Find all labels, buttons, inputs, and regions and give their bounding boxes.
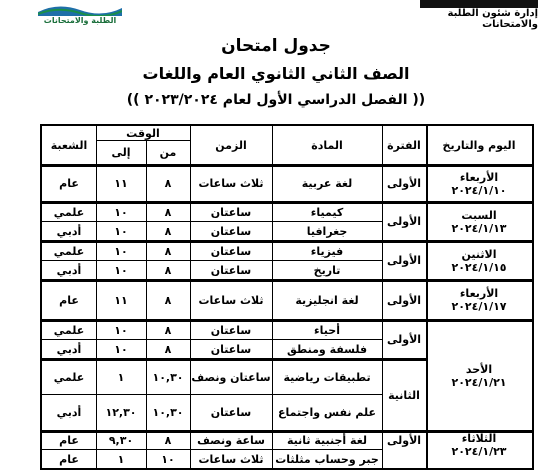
from-cell: ٨ bbox=[164, 263, 172, 277]
subject-cell: تاريخ bbox=[313, 263, 341, 277]
day-cell: الثلاثاء ٢٠٢٤/١/٢٣ bbox=[451, 432, 507, 458]
to-cell: ١٠ bbox=[114, 342, 128, 356]
duration-cell: ساعتان bbox=[210, 205, 252, 219]
duration-cell: ساعتان bbox=[210, 406, 252, 419]
from-cell: ١٠ bbox=[161, 452, 175, 466]
from-cell: ٨ bbox=[164, 205, 172, 219]
period-cell: الأولى bbox=[386, 293, 422, 307]
to-cell: ١٠ bbox=[114, 244, 128, 258]
header-from: من bbox=[159, 145, 177, 159]
from-cell: ٨ bbox=[164, 323, 172, 337]
to-cell: ١٠ bbox=[114, 205, 128, 219]
division-cell: أدبي bbox=[56, 406, 82, 419]
from-cell: ٨ bbox=[164, 177, 172, 190]
subject-cell: جغرافيا bbox=[306, 224, 348, 238]
from-cell: ٨ bbox=[164, 434, 172, 447]
subject-cell: فلسفة ومنطق bbox=[286, 342, 368, 356]
division-cell: عام bbox=[59, 293, 79, 307]
logo-text: الطلبة والامتحانات bbox=[43, 16, 117, 25]
division-cell: أدبي bbox=[56, 342, 82, 356]
to-cell: ١١ bbox=[114, 293, 128, 307]
division-cell: أدبي bbox=[56, 263, 82, 277]
subject-cell: كيمياء bbox=[310, 205, 344, 219]
period-cell: الأولى bbox=[386, 254, 422, 267]
division-cell: علمي bbox=[53, 244, 85, 258]
from-cell: ٨ bbox=[164, 293, 172, 307]
header-division: الشعبة bbox=[50, 138, 88, 152]
header-duration: الزمن bbox=[215, 138, 247, 152]
period-cell: الأولى bbox=[386, 215, 422, 228]
header-to: إلى bbox=[111, 145, 131, 159]
duration-cell: ساعتان bbox=[210, 342, 252, 356]
to-cell: ١ bbox=[117, 371, 125, 384]
duration-cell: ساعتان bbox=[210, 224, 252, 238]
header-day-date: اليوم والتاريخ bbox=[442, 138, 516, 152]
duration-cell: ساعتان bbox=[210, 244, 252, 258]
to-cell: ٩,٣٠ bbox=[108, 434, 134, 447]
grade-title: الصف الثاني الثانوي العام واللغات bbox=[142, 64, 410, 83]
from-cell: ٨ bbox=[164, 244, 172, 258]
division-cell: علمي bbox=[53, 323, 85, 337]
duration-cell: ساعتان bbox=[210, 263, 252, 277]
duration-cell: ثلاث ساعات bbox=[198, 293, 264, 307]
from-cell: ١٠,٣٠ bbox=[152, 371, 184, 384]
subject-cell: لغة عربية bbox=[301, 177, 353, 190]
duration-cell: ثلاث ساعات bbox=[198, 452, 264, 466]
redacted-bar bbox=[420, 0, 538, 8]
subject-cell: أحياء bbox=[314, 323, 340, 337]
subject-cell: علم نفس واجتماع bbox=[278, 406, 376, 419]
department-label bbox=[418, 0, 538, 28]
logo-wave-icon bbox=[38, 2, 122, 16]
to-cell: ١ bbox=[117, 452, 125, 466]
division-cell: علمي bbox=[53, 205, 85, 219]
exam-table bbox=[40, 124, 534, 470]
logo bbox=[36, 0, 124, 32]
period-cell: الأولى bbox=[386, 434, 422, 447]
to-cell: ١٢,٣٠ bbox=[105, 406, 137, 419]
from-cell: ١٠,٣٠ bbox=[152, 406, 184, 419]
division-cell: عام bbox=[59, 177, 79, 190]
subject-cell: جبر وحساب مثلثات bbox=[275, 452, 379, 466]
duration-cell: ساعتان ونصف bbox=[191, 371, 271, 384]
day-cell: الاثنين ٢٠٢٤/١/١٥ bbox=[451, 247, 507, 274]
header-time: الوقت bbox=[126, 126, 160, 140]
to-cell: ١٠ bbox=[114, 224, 128, 238]
day-cell: الأربعاء ٢٠٢٤/١/١٠ bbox=[451, 170, 507, 197]
document-header bbox=[0, 0, 552, 120]
day-cell: الأربعاء ٢٠٢٤/١/١٧ bbox=[451, 287, 507, 313]
from-cell: ٨ bbox=[164, 342, 172, 356]
day-cell: الأحد ٢٠٢٤/١/٢١ bbox=[451, 362, 507, 389]
from-cell: ٨ bbox=[164, 224, 172, 238]
period-cell: الثانية bbox=[388, 389, 420, 402]
term-title: (( الفصل الدراسي الأول لعام ٢٠٢٣/٢٠٢٤ )) bbox=[126, 92, 426, 108]
to-cell: ١٠ bbox=[114, 323, 128, 337]
to-cell: ١١ bbox=[114, 177, 128, 190]
duration-cell: ثلاث ساعات bbox=[198, 177, 264, 190]
period-cell: الأولى bbox=[386, 177, 422, 190]
header-period: الفترة bbox=[387, 138, 421, 152]
subject-cell: فيزياء bbox=[310, 244, 344, 258]
subject-cell: لغة انجليزية bbox=[295, 293, 359, 307]
department-text: إدارة شئون الطلبة والامتحانات bbox=[447, 8, 538, 30]
division-cell: علمي bbox=[53, 371, 85, 384]
division-cell: أدبي bbox=[56, 224, 82, 238]
subject-cell: لغة أجنبية ثانية bbox=[286, 434, 368, 447]
subject-cell: تطبيقات رياضية bbox=[283, 371, 371, 384]
header-subject: المادة bbox=[311, 138, 343, 152]
to-cell: ١٠ bbox=[114, 263, 128, 277]
duration-cell: ساعتان bbox=[210, 323, 252, 337]
division-cell: عام bbox=[59, 452, 79, 466]
period-cell: الأولى bbox=[386, 333, 422, 346]
division-cell: عام bbox=[59, 434, 79, 447]
day-cell: السبت ٢٠٢٤/١/١٣ bbox=[451, 208, 507, 235]
duration-cell: ساعة ونصف bbox=[197, 434, 265, 447]
page-title: جدول امتحان bbox=[221, 36, 331, 56]
